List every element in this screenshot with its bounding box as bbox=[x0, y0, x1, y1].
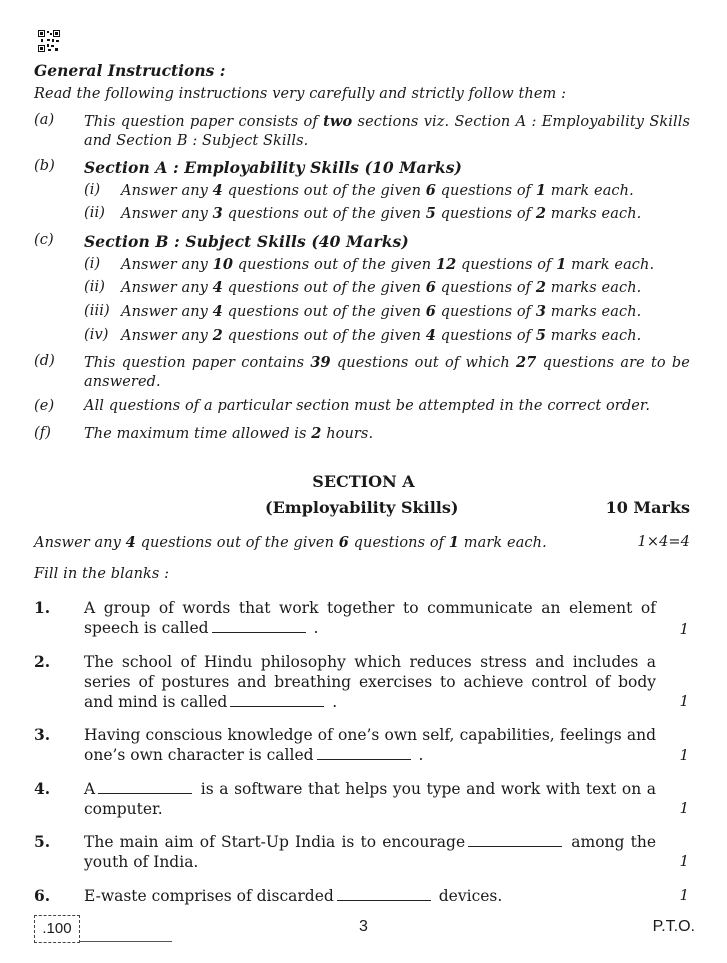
section-instruction-marks: 1×4=4 bbox=[637, 534, 690, 550]
question-mark: 1 bbox=[679, 692, 689, 710]
page-number: 3 bbox=[359, 918, 368, 935]
fill-in-blanks-label: Fill in the blanks : bbox=[34, 566, 170, 582]
question-number: 4. bbox=[34, 779, 51, 798]
instruction-a-marker: (a) bbox=[34, 112, 55, 128]
question-text: The school of Hindu philosophy which reduces stress and includes a series of postures and breathing exercises to achieve control of body and mind is called . bbox=[84, 653, 656, 711]
question-number: 5. bbox=[34, 832, 51, 851]
section-title: SECTION A bbox=[312, 472, 415, 491]
instruction-d-text: This question paper contains 39 questions out of which 27 questions are to be answered. bbox=[84, 354, 690, 390]
question-text: The main aim of Start-Up India is to encourage among the youth of India. bbox=[84, 833, 656, 871]
instruction-c-iv-marker: (iv) bbox=[84, 327, 109, 343]
instruction-e-marker: (e) bbox=[34, 398, 55, 414]
instruction-c-title: Section B : Subject Skills (40 Marks) bbox=[84, 232, 409, 251]
question-text: E-waste comprises of discarded devices. bbox=[84, 887, 503, 905]
answer-blank bbox=[230, 692, 324, 707]
instruction-c-iv-text: Answer any 2 questions out of the given 4 questions of 5 marks each. bbox=[121, 327, 642, 344]
question-mark: 1 bbox=[679, 620, 689, 638]
instruction-a-text: This question paper consists of two sections viz. Section A : Employability Skills and Section B : Subject Skills. bbox=[84, 113, 690, 149]
question-mark: 1 bbox=[679, 799, 689, 817]
question-text: A group of words that work together to communicate an element of speech is called . bbox=[84, 599, 656, 637]
general-instructions-heading: General Instructions : bbox=[34, 61, 226, 80]
instruction-c-ii-text: Answer any 4 questions out of the given 6 questions of 2 marks each. bbox=[121, 279, 642, 296]
question-mark: 1 bbox=[679, 852, 689, 870]
question-number: 2. bbox=[34, 652, 51, 671]
answer-blank bbox=[337, 886, 431, 901]
answer-blank bbox=[317, 745, 411, 760]
question-number: 1. bbox=[34, 598, 51, 617]
instruction-b-ii-text: Answer any 3 questions out of the given 5 questions of 2 marks each. bbox=[121, 205, 642, 222]
qr-code-icon bbox=[38, 30, 60, 52]
instruction-f-text: The maximum time allowed is 2 hours. bbox=[84, 425, 374, 442]
instruction-c-ii-marker: (ii) bbox=[84, 279, 105, 295]
section-subtitle: (Employability Skills) bbox=[265, 498, 459, 517]
section-instruction: Answer any 4 questions out of the given 6 questions of 1 mark each. bbox=[34, 534, 547, 551]
question-text: Having conscious knowledge of one’s own self, capabilities, feelings and one’s own character is called . bbox=[84, 726, 656, 764]
instruction-c-marker: (c) bbox=[34, 232, 54, 248]
footer-rule bbox=[80, 941, 172, 942]
answer-blank bbox=[98, 779, 192, 794]
instruction-b-i-text: Answer any 4 questions out of the given 6 questions of 1 mark each. bbox=[121, 182, 634, 199]
answer-blank bbox=[468, 832, 562, 847]
instruction-b-i-marker: (i) bbox=[84, 182, 101, 198]
answer-blank bbox=[212, 618, 306, 633]
instruction-c-iii-text: Answer any 4 questions out of the given 6 questions of 3 marks each. bbox=[121, 303, 642, 320]
paper-code: .100 bbox=[34, 915, 80, 943]
instruction-b-ii-marker: (ii) bbox=[84, 205, 105, 221]
instruction-f-marker: (f) bbox=[34, 425, 51, 441]
question-mark: 1 bbox=[679, 886, 689, 904]
section-marks: 10 Marks bbox=[605, 498, 690, 517]
instructions-intro: Read the following instructions very carefully and strictly follow them : bbox=[34, 86, 567, 102]
instruction-d-marker: (d) bbox=[34, 353, 55, 369]
instruction-e-text: All questions of a particular section must be attempted in the correct order. bbox=[84, 398, 651, 414]
instruction-c-i-text: Answer any 10 questions out of the given 12 questions of 1 mark each. bbox=[121, 256, 655, 273]
question-number: 6. bbox=[34, 886, 51, 905]
instruction-c-i-marker: (i) bbox=[84, 256, 101, 272]
question-number: 3. bbox=[34, 725, 51, 744]
instruction-b-marker: (b) bbox=[34, 158, 55, 174]
question-mark: 1 bbox=[679, 746, 689, 764]
instruction-b-title: Section A : Employability Skills (10 Marks) bbox=[84, 158, 462, 177]
pto-label: P.T.O. bbox=[652, 918, 695, 935]
instruction-c-iii-marker: (iii) bbox=[84, 303, 110, 319]
question-text: A is a software that helps you type and work with text on a computer. bbox=[84, 780, 656, 818]
